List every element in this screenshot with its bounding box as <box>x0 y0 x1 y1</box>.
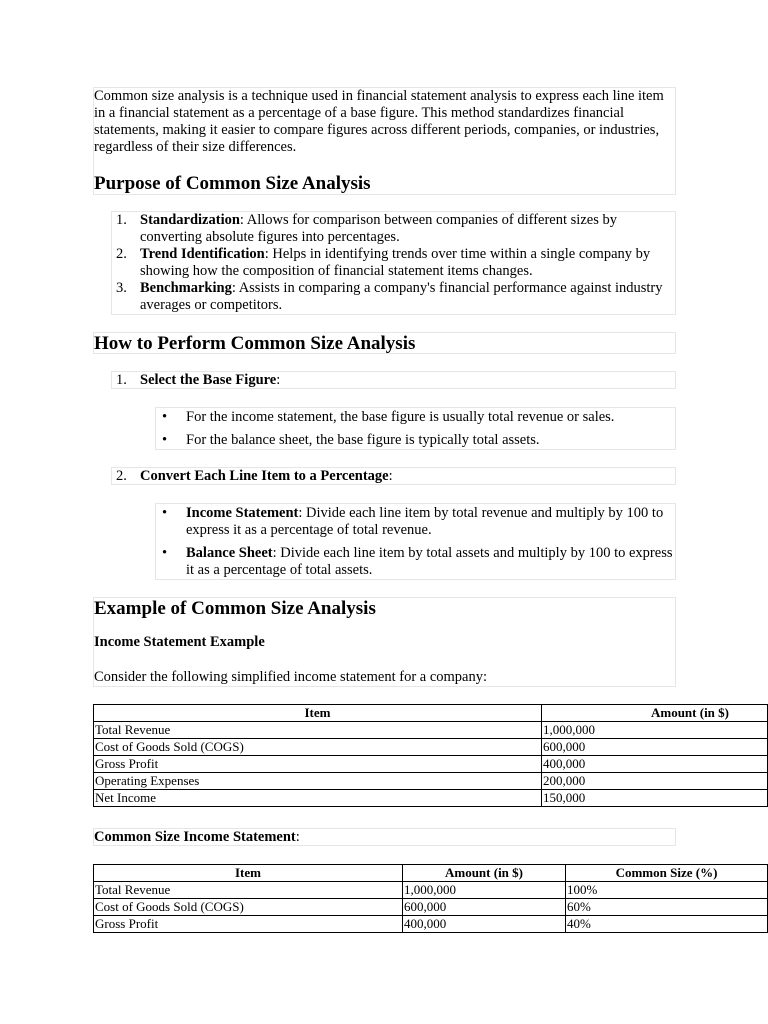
table-cell: 200,000 <box>542 773 768 790</box>
table-header-row <box>94 705 768 722</box>
list-term: Income Statement <box>186 505 299 521</box>
step-term: Select the Base Figure <box>140 372 277 388</box>
table-cell: Net Income <box>94 790 542 807</box>
bullet: • <box>162 505 168 521</box>
bullet: • <box>162 432 168 448</box>
step-1 <box>111 371 676 389</box>
table-row <box>94 790 768 807</box>
table-row <box>94 916 768 933</box>
list-item <box>156 505 675 539</box>
table-row <box>94 882 768 899</box>
list-number: 1. <box>116 212 127 228</box>
table-cell: 1,000,000 <box>542 722 768 739</box>
intro-section <box>93 87 676 195</box>
table-cell: 1,000,000 <box>403 882 566 899</box>
intro-paragraph: Common size analysis is a technique used in financial statement analysis to express each line item in a financial statement as a percentage of a base figure. This method standardizes financial statements, making it easier to compare figures across different periods, companies, or industries, regardless of their size differences. <box>94 88 664 155</box>
step-suffix: : <box>388 468 393 484</box>
list-text: : Divide each line item by total assets and multiply by 100 to express it as a percentage of total assets. <box>186 545 673 578</box>
step-suffix: : <box>276 372 281 388</box>
table-cell: Total Revenue <box>94 882 403 899</box>
step-line <box>112 468 675 485</box>
table-cell: Gross Profit <box>94 916 403 933</box>
table-cell: Cost of Goods Sold (COGS) <box>94 899 403 916</box>
list-text: : Helps in identifying trends over time within a single company by showing how the composition of financial statement items changes. <box>140 246 651 279</box>
table-row <box>94 722 768 739</box>
common-size-heading-box <box>93 828 676 846</box>
table-row <box>94 756 768 773</box>
step-2 <box>111 467 676 485</box>
list-term: Standardization <box>140 212 240 228</box>
table-header: Common Size (%) <box>566 865 768 882</box>
table-header: Amount (in $) <box>542 705 768 722</box>
list-text: : Divide each line item by total revenue and multiply by 100 to express it as a percentage of total revenue. <box>186 505 664 538</box>
step-term: Convert Each Line Item to a Percentage <box>140 468 389 484</box>
purpose-list <box>111 211 676 315</box>
table-header: Item <box>94 705 542 722</box>
list-item <box>112 246 675 280</box>
example-intro: Consider the following simplified income statement for a company: <box>94 669 488 685</box>
list-text: : Allows for comparison between companies of different sizes by converting absolute figures into percentages. <box>140 212 617 245</box>
table-header: Item <box>94 865 403 882</box>
list-item <box>112 280 675 314</box>
heading-term: Common Size Income Statement <box>94 829 296 845</box>
table-header-row <box>94 865 768 882</box>
example-heading: Example of Common Size Analysis <box>94 598 376 619</box>
table-cell: 100% <box>566 882 768 899</box>
bullet: • <box>162 545 168 561</box>
table-row <box>94 739 768 756</box>
table-cell: 400,000 <box>542 756 768 773</box>
list-text: : Assists in comparing a company's financial performance against industry averages or competitors. <box>140 280 663 313</box>
table-cell: 400,000 <box>403 916 566 933</box>
table-cell: Operating Expenses <box>94 773 542 790</box>
table-cell: Gross Profit <box>94 756 542 773</box>
list-item <box>112 212 675 246</box>
how-heading: How to Perform Common Size Analysis <box>94 333 416 354</box>
list-term: Balance Sheet <box>186 545 273 561</box>
example-subheading: Income Statement Example <box>94 634 265 650</box>
table-cell: Total Revenue <box>94 722 542 739</box>
table-cell: 60% <box>566 899 768 916</box>
list-item <box>156 432 675 449</box>
list-term: Benchmarking <box>140 280 232 296</box>
income-statement-table <box>93 704 768 807</box>
list-number: 3. <box>116 280 127 296</box>
list-number: 2. <box>116 246 127 262</box>
common-size-table <box>93 864 768 933</box>
common-size-heading <box>94 829 675 846</box>
bullet: • <box>162 409 168 425</box>
table-cell: 150,000 <box>542 790 768 807</box>
list-item <box>156 545 675 579</box>
step-2-bullets <box>155 503 676 580</box>
table-cell: Cost of Goods Sold (COGS) <box>94 739 542 756</box>
table-cell: 600,000 <box>542 739 768 756</box>
step-1-bullets <box>155 407 676 450</box>
table-header: Amount (in $) <box>403 865 566 882</box>
purpose-heading: Purpose of Common Size Analysis <box>94 173 371 194</box>
example-section <box>93 597 676 687</box>
list-number: 1. <box>116 372 127 388</box>
list-item <box>156 409 675 426</box>
list-text: For the balance sheet, the base figure is typically total assets. <box>186 432 540 448</box>
table-row <box>94 899 768 916</box>
list-term: Trend Identification <box>140 246 265 262</box>
table-cell: 600,000 <box>403 899 566 916</box>
how-heading-box <box>93 332 676 354</box>
heading-suffix: : <box>295 829 300 845</box>
list-number: 2. <box>116 468 127 484</box>
table-cell: 40% <box>566 916 768 933</box>
list-text: For the income statement, the base figure is usually total revenue or sales. <box>186 409 615 425</box>
step-line <box>112 372 675 389</box>
table-row <box>94 773 768 790</box>
